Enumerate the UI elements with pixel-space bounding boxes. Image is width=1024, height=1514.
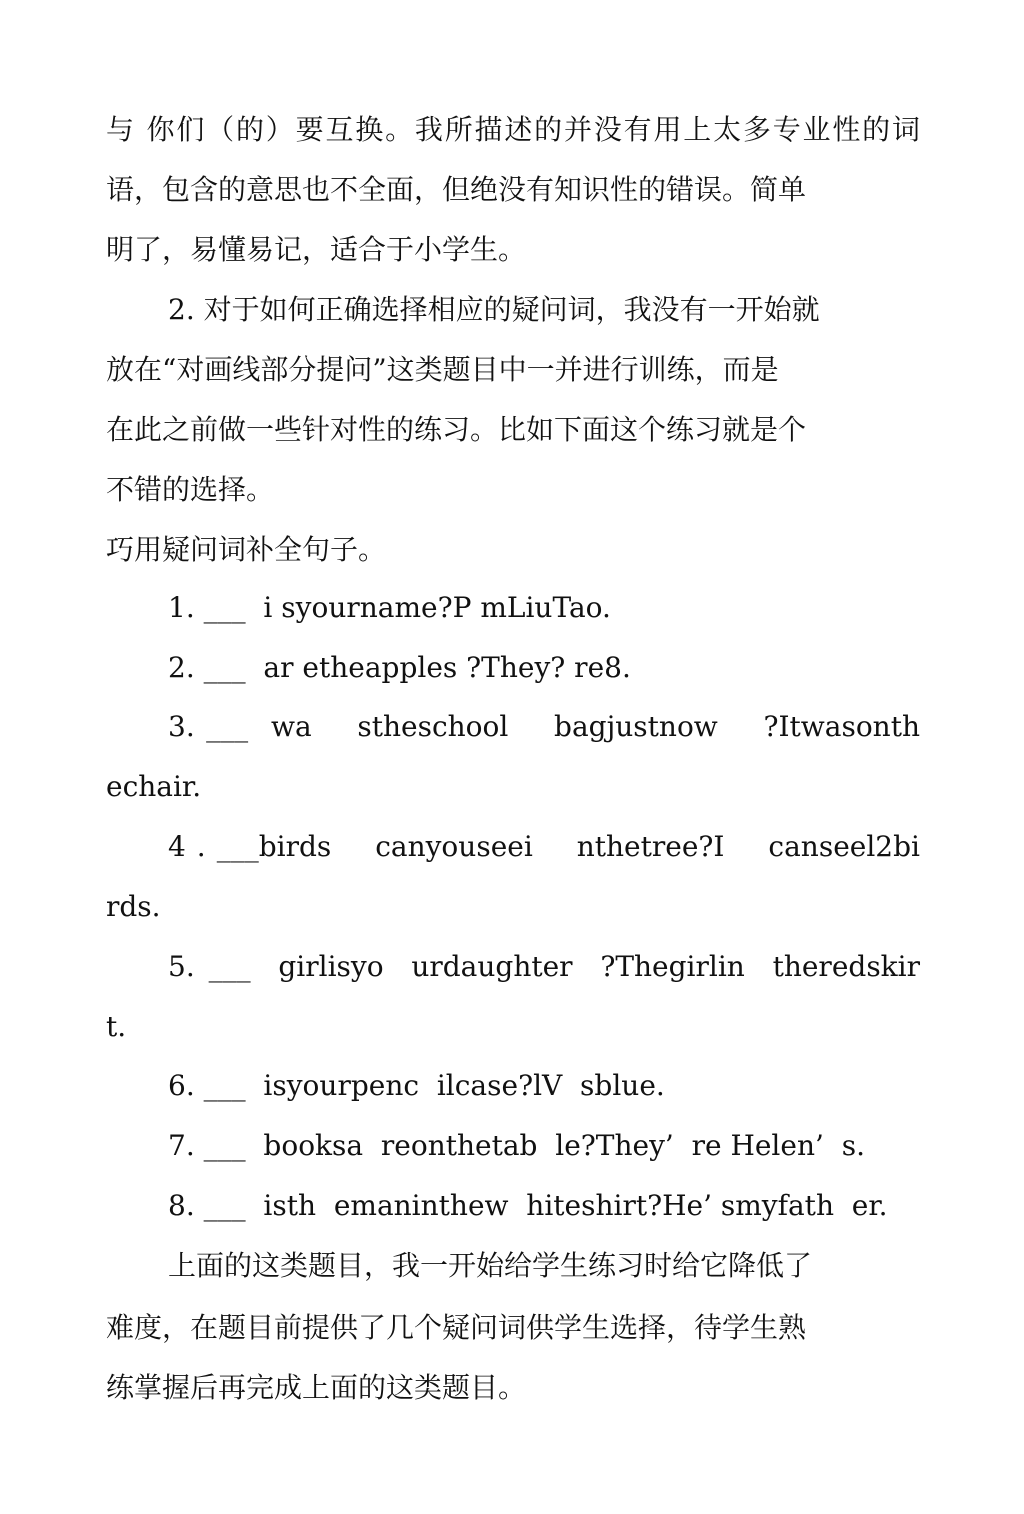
- point2-line-1: 2. 对于如何正确选择相应的疑问词，我没有一开始就: [168, 293, 820, 326]
- exercise-5: 5. ___ girlisyo urdaughter ?Thegirlin theredskir: [168, 950, 920, 983]
- closing-line-2: 难度，在题目前提供了几个疑问词供学生选择，待学生熟: [106, 1311, 807, 1344]
- exercise-8: 8. ___ isth emaninthew hiteshirt?He’ smyfath er.: [168, 1189, 888, 1222]
- exercise-4-continued: rds.: [106, 890, 161, 923]
- point2-line-4: 不错的选择。: [106, 473, 275, 506]
- closing-line-3: 练掌握后再完成上面的这类题目。: [106, 1371, 527, 1404]
- exercise-2: 2. ___ ar etheapples ?They? re8.: [168, 651, 631, 684]
- exercise-7: 7. ___ booksa reonthetab le?They’ re Helen’ s.: [168, 1129, 865, 1162]
- exercise-3-continued: echair.: [106, 770, 202, 803]
- exercise-title: 巧用疑问词补全句子。: [106, 533, 387, 566]
- point2-line-2: 放在“对画线部分提问”这类题目中一并进行训练，而是: [106, 353, 779, 386]
- closing-line-1: 上面的这类题目，我一开始给学生练习时给它降低了: [168, 1249, 813, 1282]
- exercise-1: 1. ___ i syourname?P mLiuTao.: [168, 591, 611, 624]
- intro-line-2: 语，包含的意思也不全面，但绝没有知识性的错误。简单: [106, 173, 807, 206]
- intro-line-3: 明了，易懂易记，适合于小学生。: [106, 233, 527, 266]
- exercise-3: 3. ___ wa stheschool bagjustnow ?Itwasonth: [168, 710, 920, 743]
- exercise-4: 4 . ___birds canyouseei nthetree?I canseel2bi: [168, 830, 920, 863]
- intro-line-1: 与 你们（的）要互换。我所描述的并没有用上太多专业性的词: [106, 113, 920, 146]
- point2-line-3: 在此之前做一些针对性的练习。比如下面这个练习就是个: [106, 413, 807, 446]
- exercise-6: 6. ___ isyourpenc ilcase?lV sblue.: [168, 1069, 665, 1102]
- exercise-5-continued: t.: [106, 1010, 127, 1043]
